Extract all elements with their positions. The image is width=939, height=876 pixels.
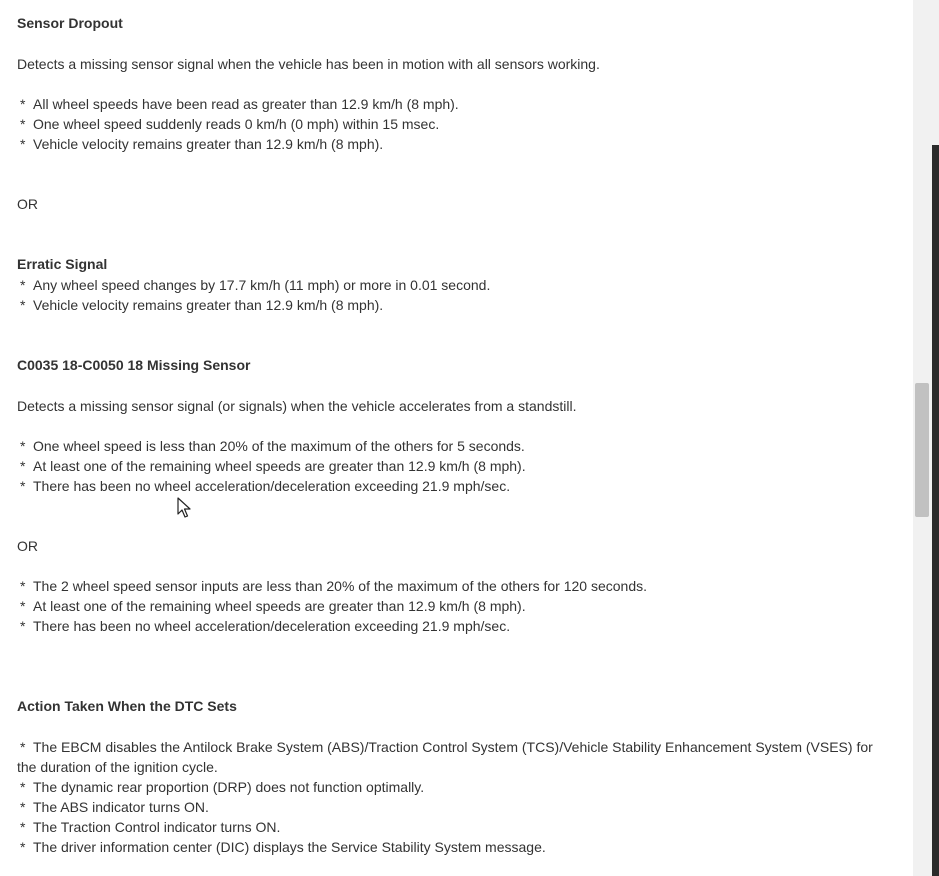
bullet-text: There has been no wheel acceleration/deceleration exceeding 21.9 mph/sec. [33,618,511,634]
bullet-marker: * [20,739,26,755]
list-item [17,797,209,817]
bullet-text: There has been no wheel acceleration/deceleration exceeding 21.9 mph/sec. [33,478,511,494]
bullet-text: At least one of the remaining wheel speeds are greater than 12.9 km/h (8 mph). [33,598,526,614]
bullet-text: All wheel speeds have been read as greater than 12.9 km/h (8 mph). [33,96,459,112]
list-item [17,616,510,636]
bullet-marker: * [20,819,26,835]
section-title-sensor-dropout: Sensor Dropout [17,15,123,31]
bullet-text: The ABS indicator turns ON. [33,799,209,815]
list-item [17,436,525,456]
list-item [17,576,647,596]
bullet-marker: * [20,277,26,293]
bullet-text: One wheel speed suddenly reads 0 km/h (0 mph) within 15 msec. [33,116,440,132]
bullet-marker: * [20,116,26,132]
list-item [17,456,526,476]
bullet-marker: * [20,297,26,313]
bullet-text: Vehicle velocity remains greater than 12.9 km/h (8 mph). [33,136,384,152]
bullet-marker: * [20,839,26,855]
bullet-marker: * [20,799,26,815]
bullet-text: At least one of the remaining wheel speeds are greater than 12.9 km/h (8 mph). [33,458,526,474]
list-item [17,817,280,837]
bullet-text: One wheel speed is less than 20% of the maximum of the others for 5 seconds. [33,438,525,454]
list-item [17,295,383,315]
section-title-erratic-signal: Erratic Signal [17,256,108,272]
section-title-missing-sensor: C0035 18-C0050 18 Missing Sensor [17,357,251,373]
missing-sensor-description: Detects a missing sensor signal (or signals) when the vehicle accelerates from a standstill. [17,398,577,414]
or-separator: OR [17,538,38,554]
list-item [17,777,424,797]
bullet-marker: * [20,438,26,454]
list-item [17,94,459,114]
bullet-marker: * [20,458,26,474]
bullet-text: The EBCM disables the Antilock Brake System (ABS)/Traction Control System (TCS)/Vehicle Stability Enhancement System (VSES) for the duration of the ignition cycle. [17,739,873,775]
bullet-text: The dynamic rear proportion (DRP) does not function optimally. [33,779,425,795]
bullet-text: The Traction Control indicator turns ON. [33,819,281,835]
bullet-marker: * [20,478,26,494]
window-edge [932,145,939,876]
list-item [17,476,510,496]
bullet-text: Any wheel speed changes by 17.7 km/h (11 mph) or more in 0.01 second. [33,277,491,293]
list-item [17,837,546,857]
scrollbar-thumb[interactable] [915,383,929,517]
bullet-text: The 2 wheel speed sensor inputs are less than 20% of the maximum of the others for 120 seconds. [33,578,648,594]
list-item [17,275,490,295]
or-separator: OR [17,196,38,212]
bullet-marker: * [20,618,26,634]
list-item [17,134,383,154]
bullet-marker: * [20,598,26,614]
bullet-marker: * [20,136,26,152]
list-item [17,596,526,616]
list-item [17,114,439,134]
section-title-action-taken: Action Taken When the DTC Sets [17,698,237,714]
bullet-text: The driver information center (DIC) displays the Service Stability System message. [33,839,546,855]
bullet-marker: * [20,779,26,795]
list-item [17,737,887,777]
bullet-marker: * [20,96,26,112]
mouse-pointer-icon [177,497,191,522]
sensor-dropout-description: Detects a missing sensor signal when the vehicle has been in motion with all sensors working. [17,56,600,72]
bullet-marker: * [20,578,26,594]
bullet-text: Vehicle velocity remains greater than 12.9 km/h (8 mph). [33,297,384,313]
